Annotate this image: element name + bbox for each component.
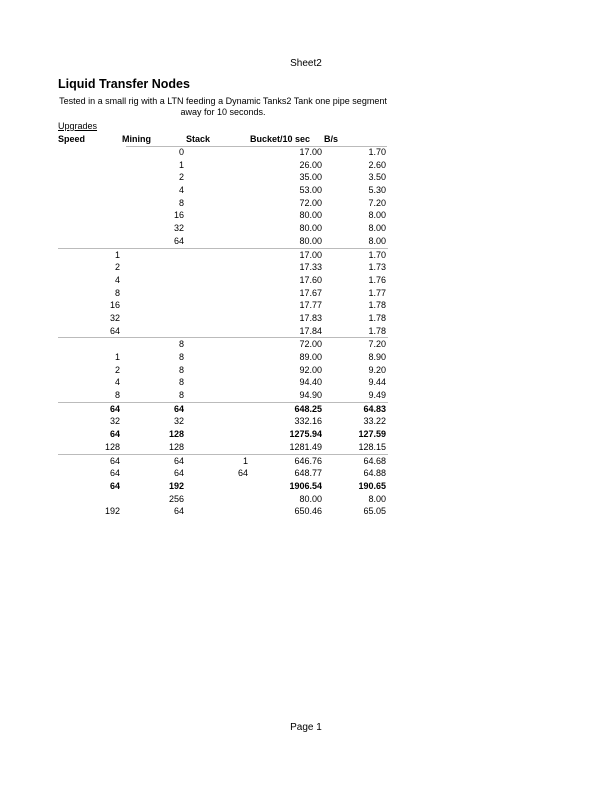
table-row <box>58 455 388 468</box>
cell-bucket: 17.84 <box>299 325 322 336</box>
cell-bucket: 94.40 <box>299 377 322 388</box>
cell-mining: 128 <box>168 429 184 440</box>
cell-bucket: 17.60 <box>299 274 322 285</box>
cell-stack: 64 <box>237 468 248 479</box>
header-mining: Mining <box>122 134 151 144</box>
header-stack: Stack <box>186 134 211 144</box>
cell-mining: 256 <box>168 493 184 504</box>
upgrades-label: Upgrades <box>58 121 98 131</box>
table-row <box>58 403 388 416</box>
cell-bucket: 650.46 <box>294 506 322 517</box>
cell-speed: 64 <box>109 455 120 466</box>
table-row <box>58 389 388 403</box>
table-row <box>58 261 388 274</box>
header-bs: B/s <box>324 134 339 144</box>
table-row <box>58 249 388 262</box>
cell-mining: 4 <box>178 185 184 196</box>
cell-bs: 65.05 <box>363 506 386 517</box>
cell-bs: 64.68 <box>363 455 386 466</box>
cell-bucket: 1275.94 <box>289 429 322 440</box>
table-row <box>58 299 388 312</box>
cell-mining: 1 <box>178 159 184 170</box>
cell-bs: 2.60 <box>368 159 386 170</box>
cell-bucket: 53.00 <box>299 185 322 196</box>
cell-bs: 7.20 <box>368 339 386 350</box>
table-row <box>58 222 388 235</box>
cell-speed: 64 <box>109 429 120 440</box>
document-title: Liquid Transfer Nodes <box>58 77 190 91</box>
table-row <box>58 235 388 249</box>
cell-bs: 1.78 <box>368 300 386 311</box>
table-row <box>58 480 388 493</box>
cell-mining: 8 <box>178 364 184 375</box>
cell-speed: 16 <box>109 300 120 311</box>
data-table <box>58 146 388 518</box>
cell-mining: 32 <box>173 223 184 234</box>
cell-speed: 32 <box>109 416 120 427</box>
cell-bucket: 26.00 <box>299 159 322 170</box>
cell-bs: 8.00 <box>368 210 386 221</box>
table-row <box>58 505 388 518</box>
cell-bs: 128.15 <box>358 441 386 452</box>
table-row <box>58 467 388 480</box>
table-row <box>58 146 388 159</box>
cell-speed: 1 <box>114 352 120 362</box>
table-row <box>58 351 388 364</box>
cell-bs: 1.73 <box>368 262 386 273</box>
cell-bucket: 72.00 <box>299 339 322 350</box>
cell-bs: 8.90 <box>368 352 386 362</box>
cell-speed: 8 <box>114 390 120 401</box>
cell-bucket: 17.67 <box>299 287 322 298</box>
cell-bucket: 72.00 <box>299 197 322 208</box>
table-row <box>58 441 388 455</box>
cell-bs: 1.77 <box>368 287 386 298</box>
cell-bs: 8.00 <box>368 235 386 246</box>
cell-bs: 9.44 <box>368 377 386 388</box>
cell-speed: 64 <box>109 480 120 491</box>
cell-bs: 8.00 <box>368 223 386 234</box>
cell-mining: 8 <box>178 377 184 388</box>
cell-speed: 32 <box>109 312 120 323</box>
cell-bucket: 17.33 <box>299 262 322 273</box>
cell-bucket: 648.77 <box>294 468 322 479</box>
cell-speed: 1 <box>114 249 120 260</box>
cell-bs: 1.78 <box>368 312 386 323</box>
cell-speed: 64 <box>109 403 120 414</box>
cell-bucket: 17.77 <box>299 300 322 311</box>
table-row <box>58 338 388 351</box>
page-number: Page 1 <box>290 722 322 733</box>
cell-mining: 64 <box>173 506 184 517</box>
cell-speed: 4 <box>114 377 120 388</box>
table-row <box>58 312 388 325</box>
table-row <box>58 428 388 441</box>
cell-mining: 2 <box>178 172 184 183</box>
cell-mining: 32 <box>173 416 184 427</box>
table-row <box>58 209 388 222</box>
cell-bucket: 35.00 <box>299 172 322 183</box>
header-speed: Speed <box>58 134 86 144</box>
table-row <box>58 287 388 300</box>
cell-bucket: 80.00 <box>299 223 322 234</box>
cell-speed: 2 <box>114 262 120 273</box>
table-row <box>58 415 388 428</box>
table-row <box>58 364 388 377</box>
cell-bucket: 1281.49 <box>289 441 322 452</box>
table-row <box>58 493 388 506</box>
cell-bs: 5.30 <box>368 185 386 196</box>
cell-mining: 8 <box>178 197 184 208</box>
cell-speed: 2 <box>114 364 120 375</box>
cell-bucket: 94.90 <box>299 390 322 401</box>
cell-speed: 128 <box>104 441 120 452</box>
cell-bs: 3.50 <box>368 172 386 183</box>
sheet-name: Sheet2 <box>290 58 322 69</box>
table-row <box>58 184 388 197</box>
cell-speed: 64 <box>109 325 120 336</box>
cell-bucket: 332.16 <box>294 416 322 427</box>
cell-stack: 1 <box>242 455 248 466</box>
cell-speed: 4 <box>114 274 120 285</box>
cell-bucket: 80.00 <box>299 235 322 246</box>
cell-bucket: 646.76 <box>294 455 322 466</box>
cell-mining: 192 <box>168 480 184 491</box>
cell-mining: 64 <box>173 468 184 479</box>
table-row <box>58 197 388 210</box>
cell-mining: 64 <box>173 403 184 414</box>
cell-mining: 64 <box>173 235 184 246</box>
cell-bucket: 17.83 <box>299 312 322 323</box>
cell-mining: 16 <box>173 210 184 221</box>
cell-mining: 64 <box>173 455 184 466</box>
cell-bs: 64.83 <box>363 403 386 414</box>
cell-bs: 9.20 <box>368 364 386 375</box>
cell-bucket: 89.00 <box>299 352 322 362</box>
table-row <box>58 274 388 287</box>
test-description: Tested in a small rig with a LTN feeding a Dynamic Tanks2 Tank one pipe segment away for 10 seconds. <box>59 96 387 117</box>
table-row <box>58 325 388 339</box>
cell-speed: 192 <box>104 506 120 517</box>
cell-bs: 1.78 <box>368 325 386 336</box>
cell-bucket: 80.00 <box>299 493 322 504</box>
cell-mining: 8 <box>178 339 184 350</box>
table-row <box>58 159 388 172</box>
cell-mining: 8 <box>178 352 184 362</box>
cell-bs: 127.59 <box>358 429 386 440</box>
table-row <box>58 171 388 184</box>
cell-bucket: 1906.54 <box>289 480 322 491</box>
cell-bs: 9.49 <box>368 390 386 401</box>
cell-bs: 33.22 <box>363 416 386 427</box>
cell-bucket: 92.00 <box>299 364 322 375</box>
table-header <box>58 134 388 146</box>
cell-mining: 0 <box>178 147 184 157</box>
cell-bs: 7.20 <box>368 197 386 208</box>
cell-speed: 8 <box>114 287 120 298</box>
cell-bucket: 17.00 <box>299 249 322 260</box>
cell-bs: 1.76 <box>368 274 386 285</box>
cell-bs: 8.00 <box>368 493 386 504</box>
header-bucket: Bucket/10 sec <box>250 134 311 144</box>
cell-mining: 8 <box>178 390 184 401</box>
cell-bs: 1.70 <box>368 147 386 157</box>
cell-bs: 64.88 <box>363 468 386 479</box>
cell-bucket: 648.25 <box>294 403 322 414</box>
cell-bucket: 80.00 <box>299 210 322 221</box>
cell-bs: 190.65 <box>358 480 386 491</box>
cell-bs: 1.70 <box>368 249 386 260</box>
cell-speed: 64 <box>109 468 120 479</box>
cell-mining: 128 <box>168 441 184 452</box>
cell-bucket: 17.00 <box>299 147 322 157</box>
table-row <box>58 376 388 389</box>
